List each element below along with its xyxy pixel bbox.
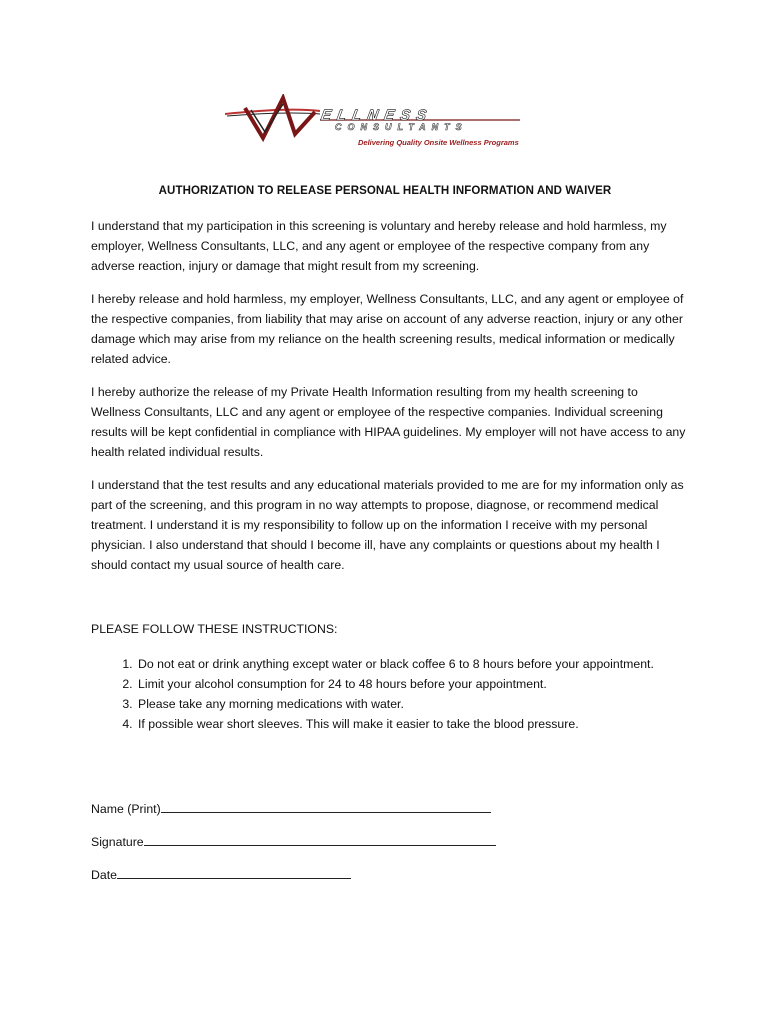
name-print-field xyxy=(91,800,491,816)
logo-wordmark-line2: CONSULTANTS xyxy=(335,122,468,132)
instructions-list xyxy=(91,654,696,734)
document-title: AUTHORIZATION TO RELEASE PERSONAL HEALTH INFORMATION AND WAIVER xyxy=(158,185,612,197)
date-label: Date xyxy=(91,868,117,882)
instructions-heading: PLEASE FOLLOW THESE INSTRUCTIONS: xyxy=(91,622,338,636)
paragraph-test-results-disclaimer: I understand that the test results and any educational materials provided to me are for my information only as part of the screening, and this program in no way attempts to propose, diagnose, or recommend medical treatment. I understand it is my responsibility to follow up on the information I receive with my personal physician. I also understand that should I become ill, have any complaints or questions about my health I should contact my usual source of health care. xyxy=(91,478,684,572)
logo-wordmark-line1: ELLNESS xyxy=(319,107,434,124)
list-item: 1. Do not eat or drink anything except water or black coffee 6 to 8 hours before your appointment. xyxy=(136,654,696,674)
signature-label: Signature xyxy=(91,835,144,849)
signature-input-line[interactable] xyxy=(144,833,496,846)
wellness-consultants-logo xyxy=(225,94,525,154)
list-item: 4. If possible wear short sleeves. This will make it easier to take the blood pressure. xyxy=(136,714,696,734)
list-item: 3. Please take any morning medications with water. xyxy=(136,694,696,714)
list-item: 2. Limit your alcohol consumption for 24 to 48 hours before your appointment. xyxy=(136,674,696,694)
date-input-line[interactable] xyxy=(117,866,351,879)
paragraph-voluntary-participation: I understand that my participation in this screening is voluntary and hereby release and hold harmless, my employer, Wellness Consultants, LLC, and any agent or employee of the respective company from any adverse reaction, injury or damage that might result from my screening. xyxy=(91,219,667,273)
paragraph-phi-authorization: I hereby authorize the release of my Private Health Information resulting from my health screening to Wellness Consultants, LLC and any agent or employee of the respective companies. Individual screening results will be kept confidential in compliance with HIPAA guidelines. My employer will not have access to any health related individual results. xyxy=(91,385,686,459)
date-field xyxy=(91,866,351,882)
signature-field xyxy=(91,833,496,849)
name-print-label: Name (Print) xyxy=(91,802,161,816)
logo-tagline: Delivering Quality Onsite Wellness Programs xyxy=(358,138,519,147)
paragraph-liability-release: I hereby release and hold harmless, my employer, Wellness Consultants, LLC, and any agent or employee of the respective companies, from liability that may arise on account of any adverse reaction, injury or any other damage which may arise from my reliance on the health screening results, medical information or medically related advice. xyxy=(91,292,684,366)
name-print-input-line[interactable] xyxy=(161,800,491,813)
